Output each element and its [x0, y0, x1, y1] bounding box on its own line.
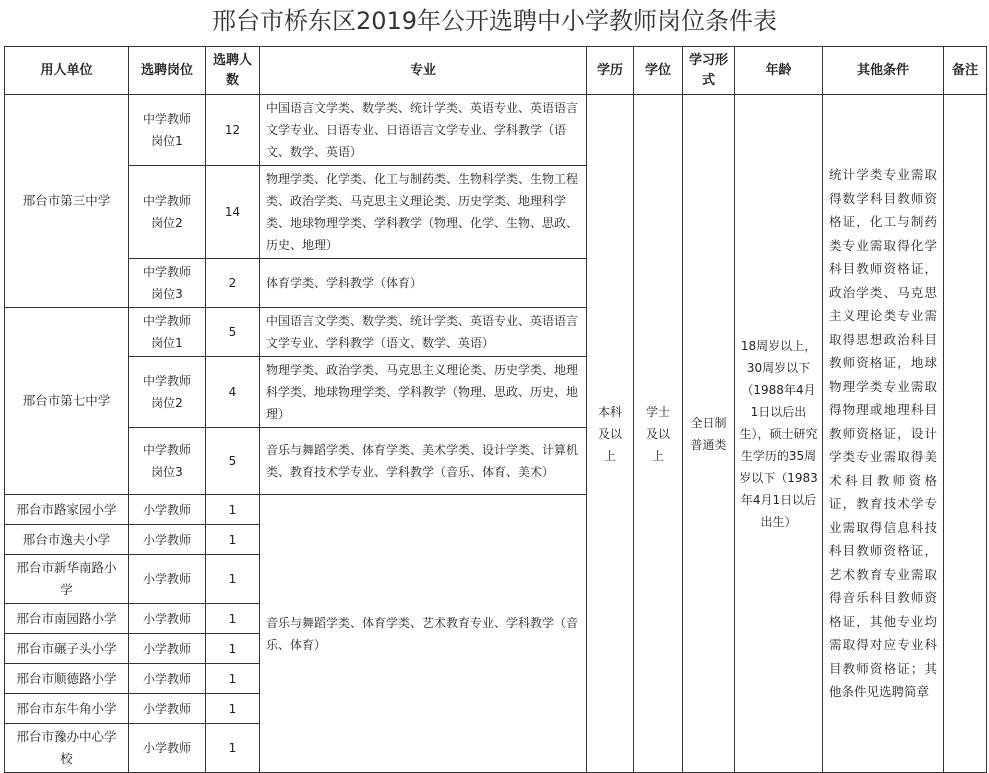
post-name: 中学教师岗位3	[129, 259, 206, 308]
unit-name: 邢台市南园路小学	[5, 604, 129, 634]
header-remark: 备注	[944, 47, 987, 95]
unit-name: 邢台市逸夫小学	[5, 525, 129, 555]
other-conditions: 统计学类专业需取得数学科目教师资格证，化工与制药类专业需取得化学科目教师资格证，政治学类、马克思主义理论类专业需取得思想政治科目教师资格证，地球物理学类专业需取得物理或地理科目教师资格证，设计学类专业需取得美术科目教师资格证，教育技术学专业需取得信息科技科目教师资格证，艺术教育专业需取得音乐科目教师资格证，其他专业均需取得对应专业科目教师资格证；其他条件见选聘简章	[823, 95, 944, 773]
post-name: 小学教师	[129, 664, 206, 694]
post-name: 小学教师	[129, 604, 206, 634]
page-title: 邢台市桥东区2019年公开选聘中小学教师岗位条件表	[211, 7, 778, 35]
post-count: 2	[206, 259, 260, 308]
major-requirement: 中国语言文学类、数学类、统计学类、英语专业、英语语言文学专业、学科教学（语文、数学、英语）	[260, 308, 587, 357]
unit-name: 邢台市新华南路小学	[5, 555, 129, 604]
post-count: 5	[206, 428, 260, 495]
unit-name: 邢台市路家园小学	[5, 495, 129, 525]
post-count: 12	[206, 95, 260, 166]
remark-cell	[944, 95, 987, 773]
post-count: 1	[206, 664, 260, 694]
major-requirement: 体育学类、学科教学（体育）	[260, 259, 587, 308]
header-age: 年龄	[735, 47, 823, 95]
unit-name: 邢台市东牛角小学	[5, 694, 129, 724]
post-name: 中学教师岗位1	[129, 95, 206, 166]
post-name: 中学教师岗位2	[129, 357, 206, 428]
header-row	[5, 47, 987, 95]
age-requirement: 18周岁以上，30周岁以下（1988年4月1日以后出生），硕士研究生学历的35周岁以下（1983年4月1日以后出生）	[735, 95, 823, 773]
major-requirement: 中国语言文学类、数学类、统计学类、英语专业、英语语言文学专业、日语专业、日语语言文学专业、学科教学（语文、数学、英语）	[260, 95, 587, 166]
post-count: 1	[206, 525, 260, 555]
unit-name: 邢台市顺德路小学	[5, 664, 129, 694]
post-count: 1	[206, 634, 260, 664]
study-form-requirement: 全日制普通类	[683, 95, 735, 773]
post-count: 1	[206, 495, 260, 525]
header-study-form: 学习形式	[683, 47, 735, 95]
header-degree: 学位	[634, 47, 683, 95]
post-count: 1	[206, 604, 260, 634]
major-requirement: 音乐与舞蹈学类、体育学类、美术学类、设计学类、计算机类、教育技术学专业、学科教学（音乐、体育、美术）	[260, 428, 587, 495]
post-name: 小学教师	[129, 694, 206, 724]
header-other: 其他条件	[823, 47, 944, 95]
major-requirement: 音乐与舞蹈学类、体育学类、艺术教育专业、学科教学（音乐、体育）	[260, 495, 587, 773]
table-row	[5, 95, 987, 166]
post-count: 1	[206, 694, 260, 724]
header-post: 选聘岗位	[129, 47, 206, 95]
post-name: 中学教师岗位1	[129, 308, 206, 357]
post-count: 4	[206, 357, 260, 428]
post-name: 中学教师岗位3	[129, 428, 206, 495]
unit-name: 邢台市豫办中心学校	[5, 724, 129, 773]
header-unit: 用人单位	[5, 47, 129, 95]
position-table	[4, 46, 987, 773]
post-count: 1	[206, 555, 260, 604]
post-name: 小学教师	[129, 724, 206, 773]
post-name: 小学教师	[129, 495, 206, 525]
major-requirement: 物理学类、化学类、化工与制药类、生物科学类、生物工程类、政治学类、马克思主义理论类、历史学类、地理科学类、地球物理学类、学科教学（物理、化学、生物、思政、历史、地理）	[260, 166, 587, 259]
header-major: 专业	[260, 47, 587, 95]
header-education: 学历	[587, 47, 634, 95]
header-count: 选聘人数	[206, 47, 260, 95]
unit-name: 邢台市碾子头小学	[5, 634, 129, 664]
post-name: 小学教师	[129, 634, 206, 664]
post-name: 小学教师	[129, 555, 206, 604]
unit-name: 邢台市第三中学	[5, 95, 129, 308]
degree-requirement: 学士及以上	[634, 95, 683, 773]
post-count: 5	[206, 308, 260, 357]
post-count: 1	[206, 724, 260, 773]
unit-name: 邢台市第七中学	[5, 308, 129, 495]
post-name: 中学教师岗位2	[129, 166, 206, 259]
education-requirement: 本科及以上	[587, 95, 634, 773]
post-count: 14	[206, 166, 260, 259]
major-requirement: 物理学类、政治学类、马克思主义理论类、历史学类、地理科学类、地球物理学类、学科教学（物理、思政、历史、地理）	[260, 357, 587, 428]
post-name: 小学教师	[129, 525, 206, 555]
